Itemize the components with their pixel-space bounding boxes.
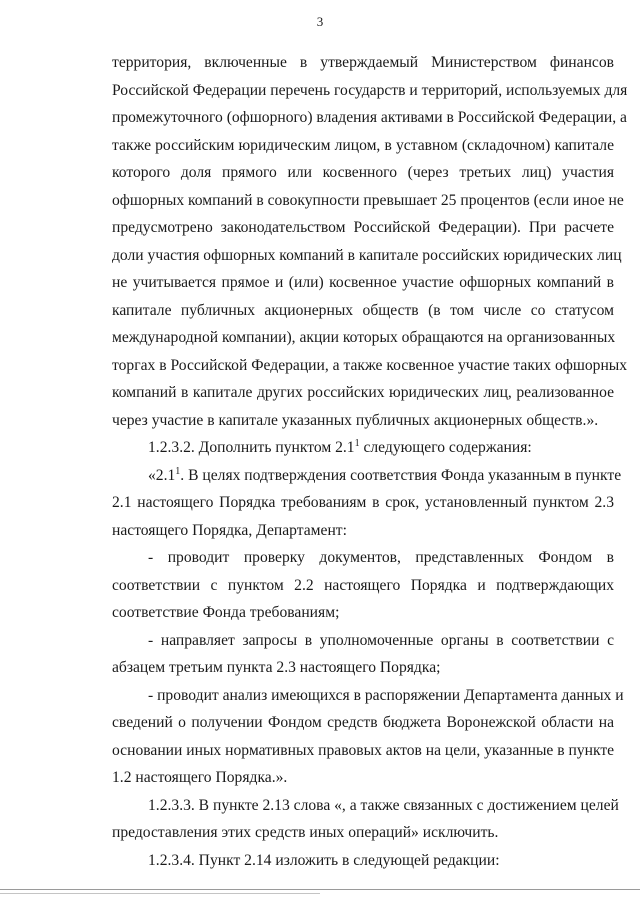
text-line [112,214,614,242]
text-line [112,159,614,187]
line-text: сведений о получении Фондом средств бюджета Воронежской области на [112,714,614,731]
page-number: 3 [316,14,324,29]
text-line [112,737,614,765]
line-text-continued: . В целях подтверждения соответствия Фонда указанным в пункте [180,466,622,484]
text-line [112,709,614,737]
line-text: промежуточного (офшорного) владения активами в Российской Федерации, а [112,109,627,126]
text-line [112,654,614,682]
text-line [112,434,614,462]
text-line [112,269,614,297]
line-text: 1.2.3.4. Пункт 2.14 изложить в следующей редакции: [148,851,500,869]
line-text-continued: следующего содержания: [359,439,532,456]
line-text: 1.2.3.2. Дополнить пунктом 2.1 [148,439,355,456]
text-line [112,489,614,517]
superscript: 1 [354,438,360,449]
text-line [112,517,614,545]
superscript: 1 [175,465,181,477]
line-text: настоящего Порядка, Департамент: [112,521,347,539]
line-text: капитале публичных акционерных обществ (в том числе со статусом [112,301,614,319]
text-line [112,627,614,655]
text-line [112,682,624,710]
line-text: Российской Федерации перечень государств и территорий, используемых для [112,81,628,99]
text-line [112,407,614,435]
text-line [112,847,614,875]
line-text: не учитывается прямое и (или) косвенное участие офшорных компаний в [112,274,614,291]
text-line [112,187,624,215]
line-text: - проводит анализ имеющихся в распоряжении Департамента данных и [148,686,624,704]
text-line [112,599,614,627]
text-line [112,77,628,105]
line-text: предусмотрено законодательством Российской Федерации). При расчете [112,219,614,236]
text-line [112,242,622,270]
text-line [112,49,614,77]
line-text: территория, включенные в утверждаемый Министерством финансов [112,54,614,71]
line-text: «2.1 [148,466,176,484]
text-line [112,297,614,325]
text-line [112,462,622,490]
line-text: - проводит проверку документов, представленных Фондом в [148,549,614,566]
line-text: основании иных нормативных правовых актов на цели, указанные в пункте [112,741,615,759]
text-line [112,379,614,407]
line-text: 2.1 настоящего Порядка требованиям в срок, установленный пунктом 2.3 [112,494,614,511]
text-line [112,544,614,572]
text-line [112,132,614,160]
footer-rule-secondary [0,893,320,894]
text-line [112,104,627,132]
text-line [112,352,628,380]
line-text: абзацем третьим пункта 2.3 настоящего Порядка; [112,659,441,676]
line-text: соответствии с пунктом 2.2 настоящего Порядка и подтверждающих [112,576,614,594]
line-text: соответствие Фонда требованиям; [112,604,340,621]
document-body [112,49,628,874]
line-text: офшорных компаний в совокупности превышает 25 процентов (если иное не [112,191,624,209]
text-line [112,764,614,792]
text-line [112,572,614,600]
text-line [112,819,614,847]
text-line [112,792,619,820]
line-text: компаний в капитале других российских юридических лиц, реализованное [112,384,614,401]
line-text: 1.2 настоящего Порядка.». [112,769,288,786]
footer-rule [0,889,640,890]
line-text: 1.2.3.3. В пункте 2.13 слова «, а также связанных с достижением целей [148,796,619,814]
line-text: торгах в Российской Федерации, а также косвенное участие таких офшорных [112,356,628,374]
line-text: международной компании), акции которых обращаются на организованных [112,329,616,346]
line-text: через участие в капитале указанных публичных акционерных обществ.». [112,411,599,429]
line-text: - направляет запросы в уполномоченные органы в соответствии с [148,631,614,649]
line-text: предоставления этих средств иных операций» исключить. [112,824,499,841]
line-text: которого доля прямого или косвенного (через третьих лиц) участия [112,164,614,181]
text-line [112,324,614,352]
line-text: также российским юридическим лицом, в уставном (складочном) капитале [112,136,614,154]
line-text: доли участия офшорных компаний в капитале российских юридических лиц [112,246,622,264]
